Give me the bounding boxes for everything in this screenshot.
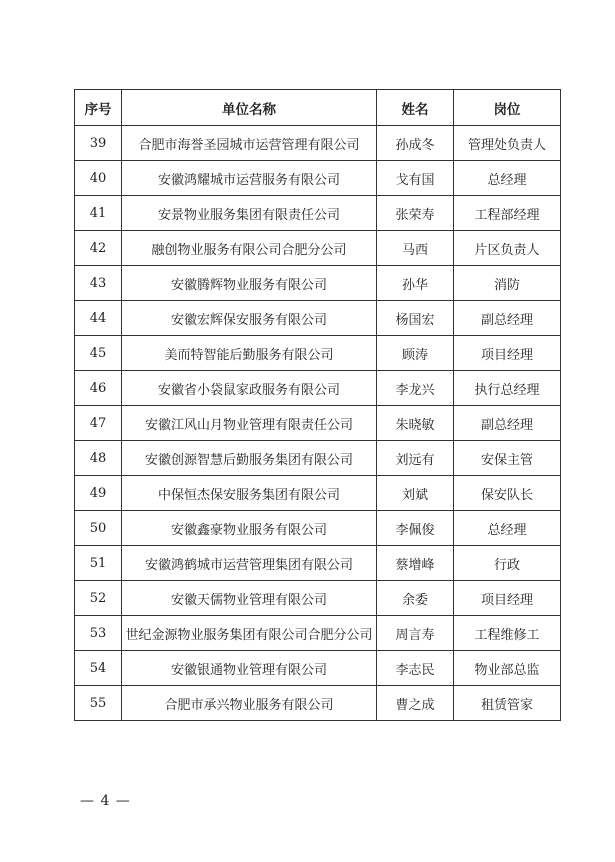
table-row — [75, 301, 561, 336]
table-row — [75, 161, 561, 196]
cell-number: 55 — [75, 686, 122, 721]
cell-name: 李佩俊 — [377, 511, 454, 546]
cell-unit: 美而特智能后勤服务有限公司 — [122, 336, 377, 371]
cell-position: 工程维修工 — [454, 616, 561, 651]
table-row — [75, 371, 561, 406]
cell-name: 李志民 — [377, 651, 454, 686]
cell-position: 执行总经理 — [454, 371, 561, 406]
cell-unit: 合肥市海誉圣园城市运营管理有限公司 — [122, 126, 377, 161]
cell-position: 安保主管 — [454, 441, 561, 476]
cell-position: 副总经理 — [454, 406, 561, 441]
cell-unit: 安徽银通物业管理有限公司 — [122, 651, 377, 686]
cell-position: 项目经理 — [454, 336, 561, 371]
cell-number: 45 — [75, 336, 122, 371]
cell-name: 孙成冬 — [377, 126, 454, 161]
cell-unit: 合肥市承兴物业服务有限公司 — [122, 686, 377, 721]
table-row — [75, 441, 561, 476]
table-row — [75, 406, 561, 441]
table-row — [75, 511, 561, 546]
cell-unit: 融创物业服务有限公司合肥分公司 — [122, 231, 377, 266]
cell-unit: 世纪金源物业服务集团有限公司合肥分公司 — [122, 616, 377, 651]
cell-position: 物业部总监 — [454, 651, 561, 686]
cell-position: 片区负责人 — [454, 231, 561, 266]
cell-name: 杨国宏 — [377, 301, 454, 336]
cell-number: 46 — [75, 371, 122, 406]
cell-position: 工程部经理 — [454, 196, 561, 231]
table-row — [75, 336, 561, 371]
cell-number: 39 — [75, 126, 122, 161]
table-row — [75, 686, 561, 721]
cell-name: 曹之成 — [377, 686, 454, 721]
cell-number: 52 — [75, 581, 122, 616]
cell-name: 余委 — [377, 581, 454, 616]
cell-position: 租赁管家 — [454, 686, 561, 721]
cell-number: 54 — [75, 651, 122, 686]
header-unit: 单位名称 — [122, 90, 377, 126]
personnel-table — [74, 89, 561, 721]
cell-name: 戈有国 — [377, 161, 454, 196]
cell-position: 项目经理 — [454, 581, 561, 616]
cell-unit: 安徽宏辉保安服务有限公司 — [122, 301, 377, 336]
cell-position: 副总经理 — [454, 301, 561, 336]
table-row — [75, 266, 561, 301]
table-row — [75, 651, 561, 686]
table-row — [75, 581, 561, 616]
cell-number: 50 — [75, 511, 122, 546]
header-name: 姓名 — [377, 90, 454, 126]
cell-name: 刘远有 — [377, 441, 454, 476]
cell-number: 51 — [75, 546, 122, 581]
table-row — [75, 616, 561, 651]
cell-unit: 安徽创源智慧后勤服务集团有限公司 — [122, 441, 377, 476]
cell-number: 42 — [75, 231, 122, 266]
cell-unit: 安徽腾辉物业服务有限公司 — [122, 266, 377, 301]
cell-name: 周言寿 — [377, 616, 454, 651]
cell-name: 蔡增峰 — [377, 546, 454, 581]
cell-position: 总经理 — [454, 161, 561, 196]
cell-number: 48 — [75, 441, 122, 476]
cell-number: 44 — [75, 301, 122, 336]
cell-number: 53 — [75, 616, 122, 651]
cell-unit: 安徽江风山月物业管理有限责任公司 — [122, 406, 377, 441]
cell-position: 保安队长 — [454, 476, 561, 511]
cell-name: 顾涛 — [377, 336, 454, 371]
cell-unit: 安景物业服务集团有限责任公司 — [122, 196, 377, 231]
cell-unit: 安徽鸿耀城市运营服务有限公司 — [122, 161, 377, 196]
table-header-row — [75, 90, 561, 126]
cell-number: 40 — [75, 161, 122, 196]
cell-position: 行政 — [454, 546, 561, 581]
cell-unit: 安徽天儒物业管理有限公司 — [122, 581, 377, 616]
cell-name: 马西 — [377, 231, 454, 266]
cell-name: 张荣寿 — [377, 196, 454, 231]
cell-number: 43 — [75, 266, 122, 301]
cell-unit: 安徽鸿鹤城市运营管理集团有限公司 — [122, 546, 377, 581]
cell-name: 刘斌 — [377, 476, 454, 511]
cell-position: 管理处负责人 — [454, 126, 561, 161]
cell-number: 47 — [75, 406, 122, 441]
table-row — [75, 126, 561, 161]
cell-name: 孙华 — [377, 266, 454, 301]
table-row — [75, 476, 561, 511]
table-row — [75, 196, 561, 231]
cell-unit: 中保恒杰保安服务集团有限公司 — [122, 476, 377, 511]
cell-name: 李龙兴 — [377, 371, 454, 406]
cell-name: 朱晓敏 — [377, 406, 454, 441]
page-number: — 4 — — [80, 793, 131, 809]
cell-number: 49 — [75, 476, 122, 511]
table-body — [75, 126, 561, 721]
header-number: 序号 — [75, 90, 122, 126]
cell-unit: 安徽省小袋鼠家政服务有限公司 — [122, 371, 377, 406]
cell-position: 消防 — [454, 266, 561, 301]
cell-unit: 安徽鑫豪物业服务有限公司 — [122, 511, 377, 546]
table-row — [75, 546, 561, 581]
table-row — [75, 231, 561, 266]
cell-position: 总经理 — [454, 511, 561, 546]
cell-number: 41 — [75, 196, 122, 231]
header-position: 岗位 — [454, 90, 561, 126]
